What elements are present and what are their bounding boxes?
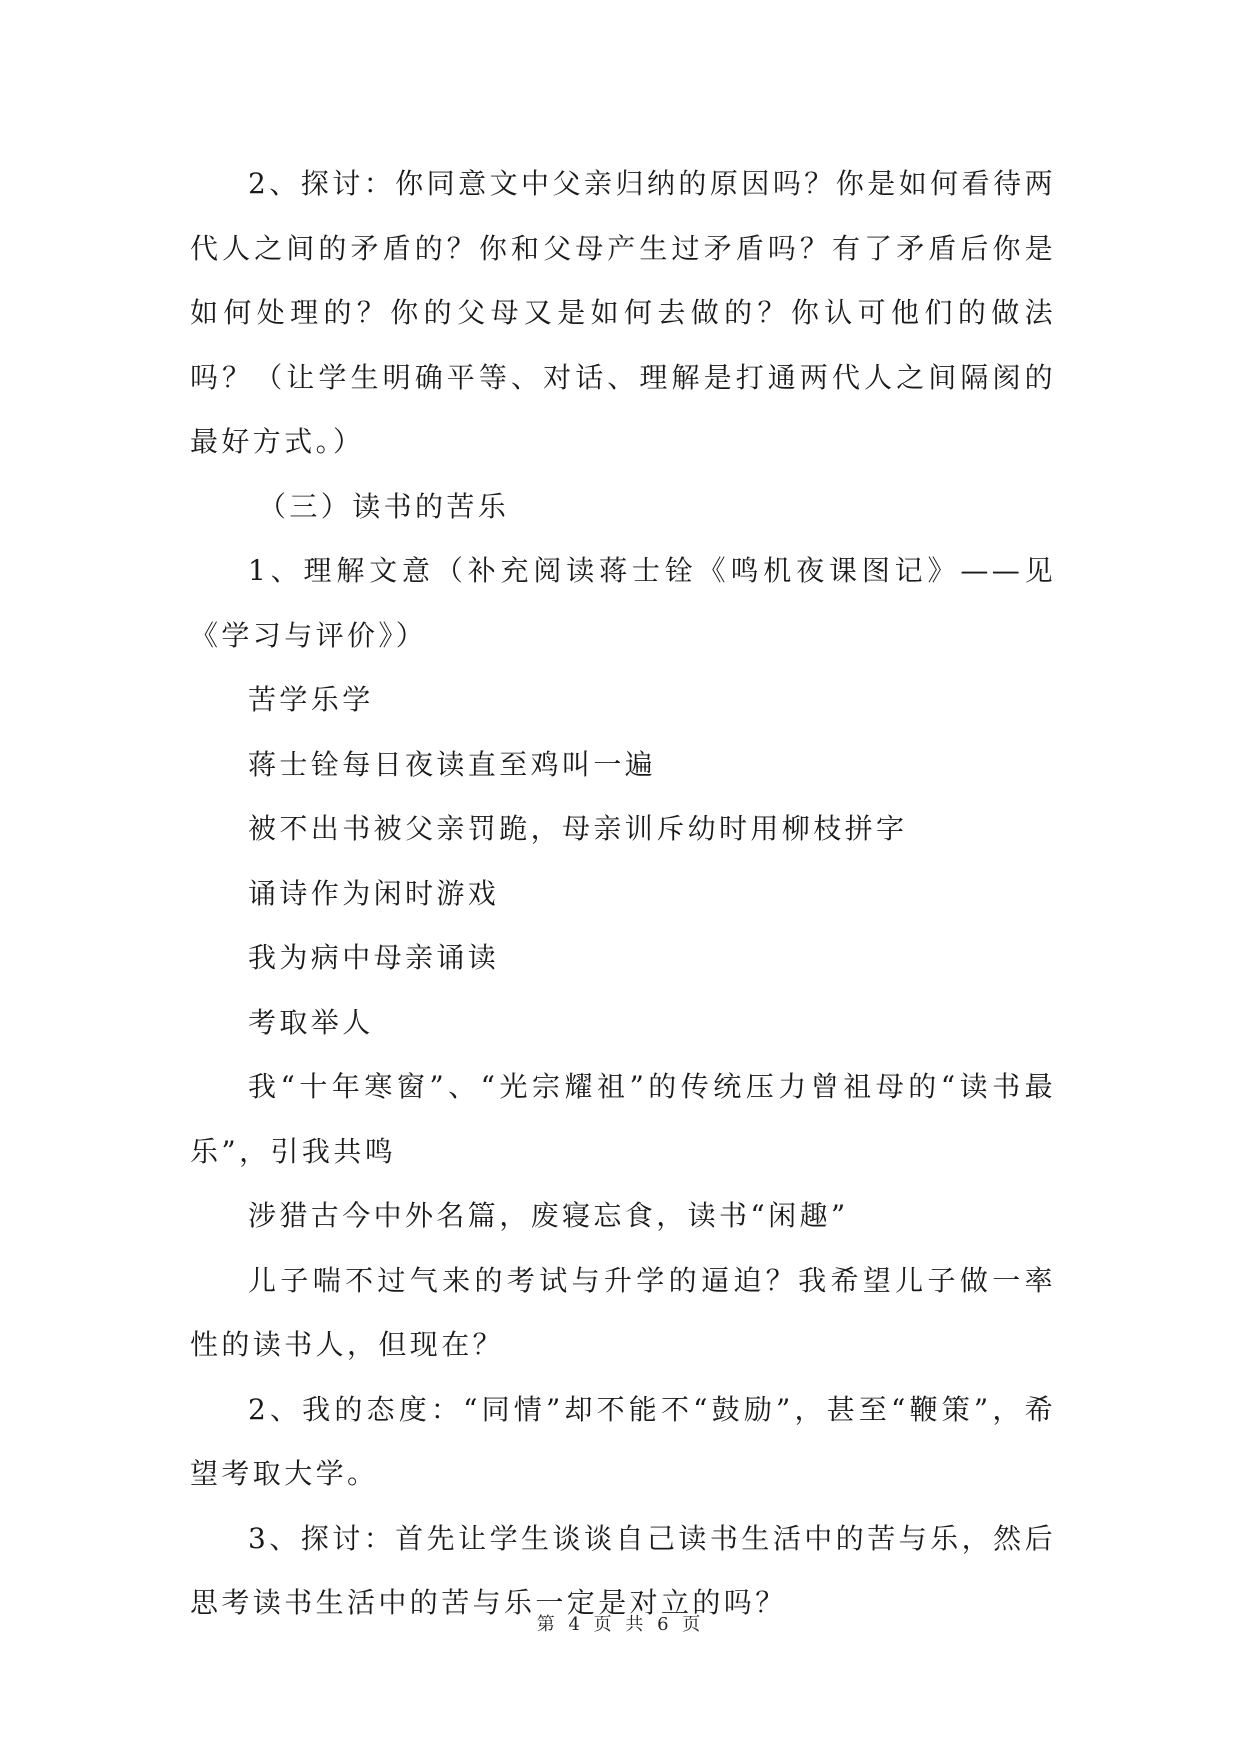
paragraph-exam-pass: 考取举人 [248,1005,374,1039]
paragraph-night-reading: 蒋士铨每日夜读直至鸡叫一遍 [248,747,657,781]
paragraph-discussion-3: 3、探讨：首先让学生谈谈自己读书生活中的苦与乐，然后思考读书生活中的苦与乐一定是对立的吗？ [190,1521,1056,1619]
paragraph-hard-study: 苦学乐学 [248,683,374,716]
section-heading-reading-joys: （三）读书的苦乐 [258,489,510,523]
paragraph-poetry-game: 诵诗作为闲时游戏 [248,876,500,910]
paragraph-son-pressure: 儿子喘不过气来的考试与升学的逼迫？我希望儿子做一率性的读书人，但现在？ [190,1263,1056,1361]
paragraph-traditional-pressure: 我“十年寒窗”、“光宗耀祖”的传统压力曾祖母的“读书最乐”，引我共鸣 [190,1070,1056,1168]
paragraph-my-attitude: 2、我的态度：“同情”却不能不“鼓励”，甚至“鞭策”，希望考取大学。 [190,1392,1056,1490]
paragraph-broad-reading: 涉猎古今中外名篇，废寝忘食，读书“闲趣” [248,1199,849,1232]
paragraph-punishment: 被不出书被父亲罚跪，母亲训斥幼时用柳枝拼字 [248,812,908,845]
page-number: 第 4 页 共 6 页 [536,1614,705,1635]
paragraph-reading-for-mother: 我为病中母亲诵读 [248,941,500,974]
paragraph-understanding: 1、理解文意（补充阅读蒋士铨《鸣机夜课图记》——见《学习与评价》） [190,554,1056,652]
paragraph-discussion-2: 2、探讨：你同意文中父亲归纳的原因吗？你是如何看待两代人之间的矛盾的？你和父母产生过矛盾吗？有了矛盾后你是如何处理的？你的父母又是如何去做的？你认可他们的做法吗？（让学生明确平等、对话、理解是打通两代人之间隔阂的最好方式。） [190,167,1056,458]
document-body [190,152,1056,1636]
